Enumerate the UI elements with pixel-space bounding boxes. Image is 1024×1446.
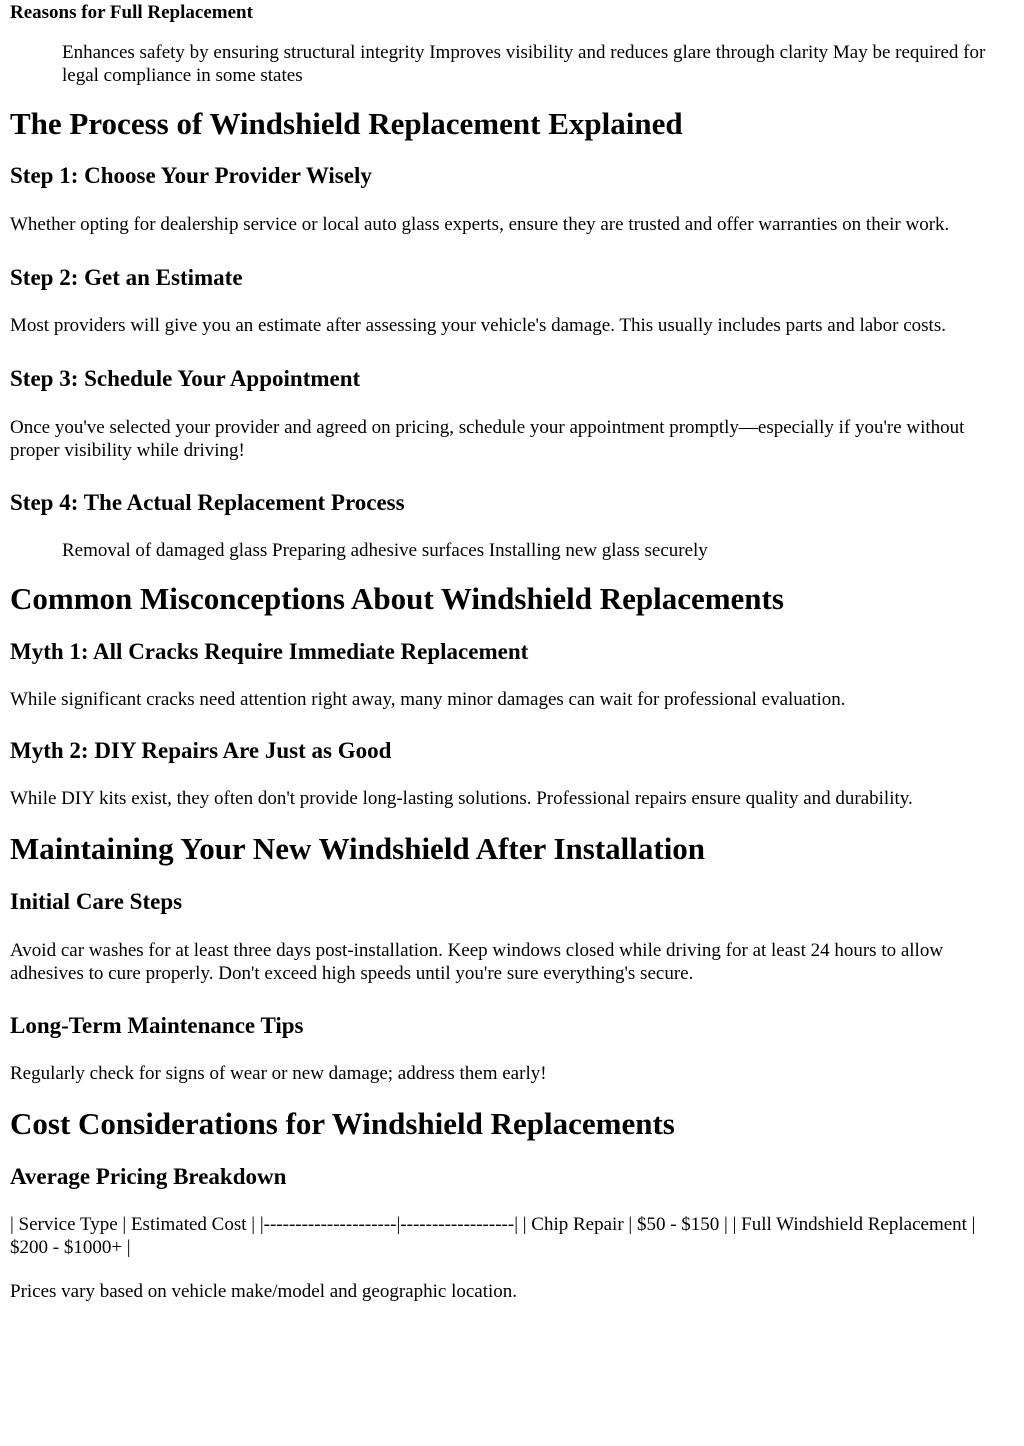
initial-care-text: Avoid car washes for at least three days post-installation. Keep windows closed while driving for at least 24 hours to allow adhesives to cure properly. Don't exceed high speeds until you're sure everything's secure.: [10, 940, 944, 984]
process-heading: The Process of Windshield Replacement Explained: [10, 106, 683, 141]
myth1-heading: Myth 1: All Cracks Require Immediate Replacement: [10, 639, 529, 664]
myth2-text: While DIY kits exist, they often don't provide long-lasting solutions. Professional repairs ensure quality and durability.: [10, 788, 913, 809]
reasons-heading: Reasons for Full Replacement: [10, 2, 253, 23]
step3-heading: Step 3: Schedule Your Appointment: [10, 366, 361, 391]
step2-heading: Step 2: Get an Estimate: [10, 265, 243, 290]
longterm-text: Regularly check for signs of wear or new damage; address them early!: [10, 1063, 547, 1084]
step2-text: Most providers will give you an estimate after assessing your vehicle's damage. This usually includes parts and labor costs.: [10, 315, 946, 336]
step4-list: Removal of damaged glass Preparing adhesive surfaces Installing new glass securely: [62, 540, 708, 561]
misconceptions-heading: Common Misconceptions About Windshield Replacements: [10, 581, 784, 616]
step3-text: Once you've selected your provider and agreed on pricing, schedule your appointment promptly—especially if you're without proper visibility while driving!: [10, 417, 965, 461]
myth2-heading: Myth 2: DIY Repairs Are Just as Good: [10, 738, 392, 763]
myth1-text: While significant cracks need attention right away, many minor damages can wait for professional evaluation.: [10, 689, 846, 710]
cost-heading: Cost Considerations for Windshield Replacements: [10, 1106, 675, 1141]
pricing-note: Prices vary based on vehicle make/model and geographic location.: [10, 1281, 518, 1302]
step1-heading: Step 1: Choose Your Provider Wisely: [10, 163, 372, 188]
step1-text: Whether opting for dealership service or local auto glass experts, ensure they are trusted and offer warranties on their work.: [10, 214, 950, 235]
pricing-table-text: | Service Type | Estimated Cost | |---------------------|------------------| | Chip Repair | $50 - $150 | | Full Windshield Replacement | $200 - $1000+ |: [10, 1214, 976, 1258]
initial-care-heading: Initial Care Steps: [10, 889, 183, 914]
reasons-list: Enhances safety by ensuring structural integrity Improves visibility and reduces glare through clarity May be required for legal compliance in some states: [62, 42, 986, 86]
pricing-heading: Average Pricing Breakdown: [10, 1164, 287, 1189]
longterm-heading: Long-Term Maintenance Tips: [10, 1013, 304, 1038]
step4-heading: Step 4: The Actual Replacement Process: [10, 490, 405, 515]
maintaining-heading: Maintaining Your New Windshield After Installation: [10, 831, 706, 866]
